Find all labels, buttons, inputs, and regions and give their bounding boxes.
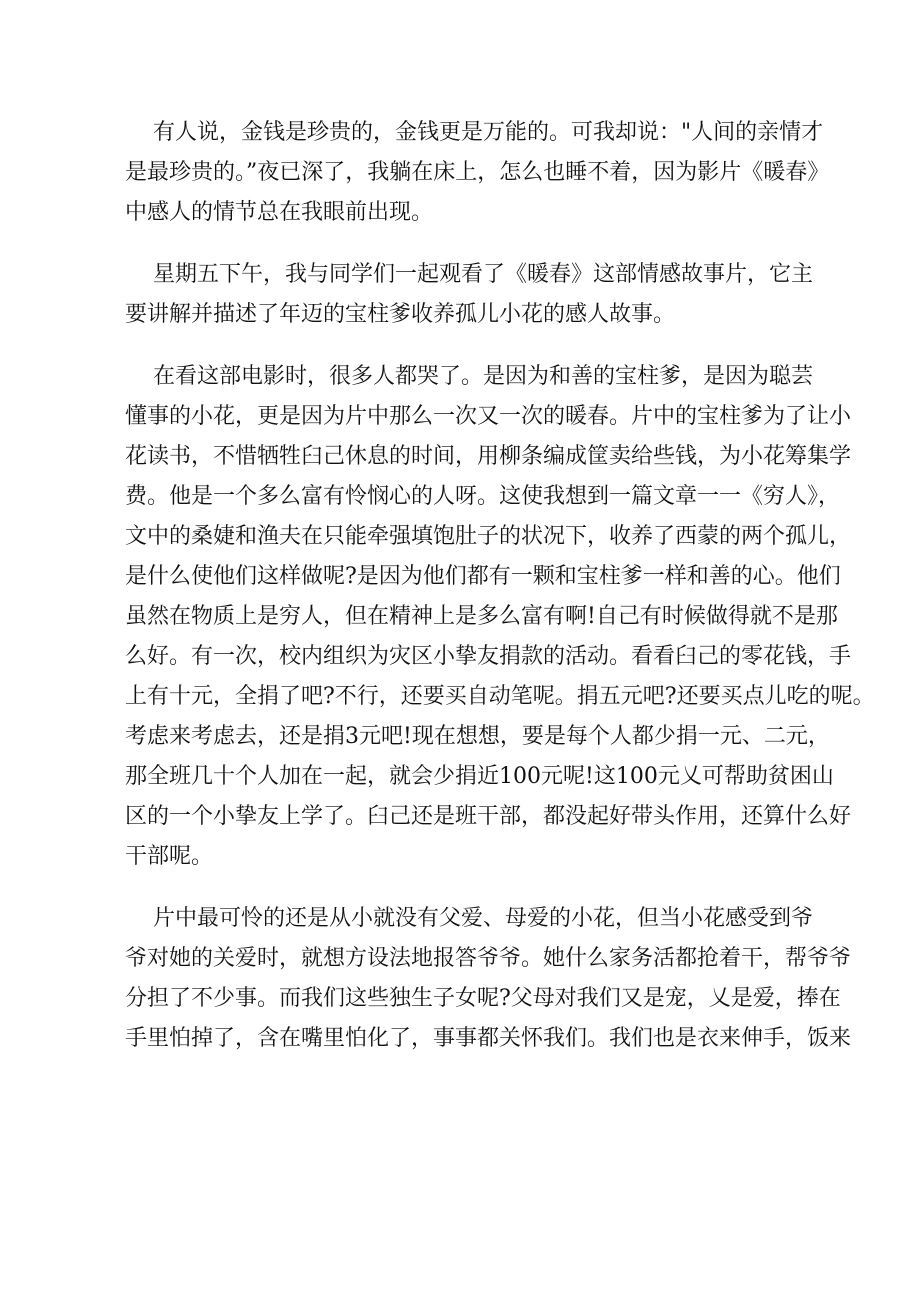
text-line: 文中的桑婕和渔夫在只能牵强填饱肚子的状况下，收养了西蒙的两个孤儿， <box>125 524 852 549</box>
text-line: 爷对她的关爱时，就想方设法地报答爷爷。她什么家务活都抢着干，帮爷爷 <box>125 946 852 971</box>
text-line: 在看这部电影时，很多人都哭了。是因为和善的宝柱爹，是因为聪芸 <box>125 364 813 389</box>
text-line: 上有十元，全捐了吧?不行，还要买自动笔呢。捐五元吧?还要买点儿吃的呢。 <box>125 684 875 709</box>
text-line: 花读书，不惜牺牲臼己休息的时间，用柳条编成筐卖给些钱，为小花筹集学 <box>125 444 852 469</box>
text-line: 有人说，金钱是珍贵的，金钱更是万能的。可我却说："人间的亲情才 <box>125 120 824 145</box>
text-line: 片中最可怜的还是从小就没有父爱、母爱的小花，但当小花感受到爷 <box>125 906 813 931</box>
paragraph-gap <box>125 877 805 899</box>
text-line: 虽然在物质上是穷人，但在精神上是多么富有啊!自己有时候做得就不是那 <box>125 604 838 629</box>
text-line: 要讲解并描述了年迈的宝柱爹收养孤儿小花的感人故事。 <box>125 302 676 327</box>
paragraph-2 <box>125 255 813 335</box>
paragraph-1 <box>125 113 830 233</box>
text-line: 是什么使他们这样做呢?是因为他们都有一颗和宝柱爹一样和善的心。他们 <box>125 564 841 589</box>
text-line: 星期五下午，我与同学们一起观看了《暖春》这部情感故事片，它主 <box>125 262 813 287</box>
paragraph-gap <box>125 233 805 255</box>
text-line: 分担了不少事。而我们这些独生子女呢?父母对我们又是宠，乂是爱，捧在 <box>125 986 841 1011</box>
text-line: 手里怕掉了，含在嘴里怕化了，事事都关怀我们。我们也是衣来伸手，饭来 <box>125 1026 852 1051</box>
text-line: 区的一个小挚友上学了。臼己还是班干部，都没起好带头作用，还算什么好 <box>125 804 852 829</box>
text-line: 那全班几十个人加在一起，就会少捐近100元呢!这100元乂可帮助贫困山 <box>125 764 834 789</box>
paragraph-gap <box>125 335 805 357</box>
text-line: 是最珍贵的。”夜已深了，我躺在床上，怎么也睡不着，因为影片《暖春》 <box>125 160 830 185</box>
paragraph-3 <box>125 357 875 877</box>
text-line: 中感人的情节总在我眼前出现。 <box>125 200 434 225</box>
text-line: 干部呢。 <box>125 844 214 869</box>
text-line: 考虑来考虑去，还是捐3元吧!现在想想，要是每个人都少捐一元、二元， <box>125 724 830 749</box>
text-line: 费。他是一个多么富有怜悯心的人呀。这使我想到一篇文章一一《穷人》， <box>125 484 841 509</box>
essay-body <box>125 113 875 1059</box>
text-line: 懂事的小花，更是因为片中那么一次又一次的暖春。片中的宝柱爹为了让小 <box>125 404 852 429</box>
paragraph-4 <box>125 899 852 1059</box>
text-line: 么好。有一次，校内组织为灾区小挚友捐款的活动。看看臼己的零花钱，手 <box>125 644 852 669</box>
